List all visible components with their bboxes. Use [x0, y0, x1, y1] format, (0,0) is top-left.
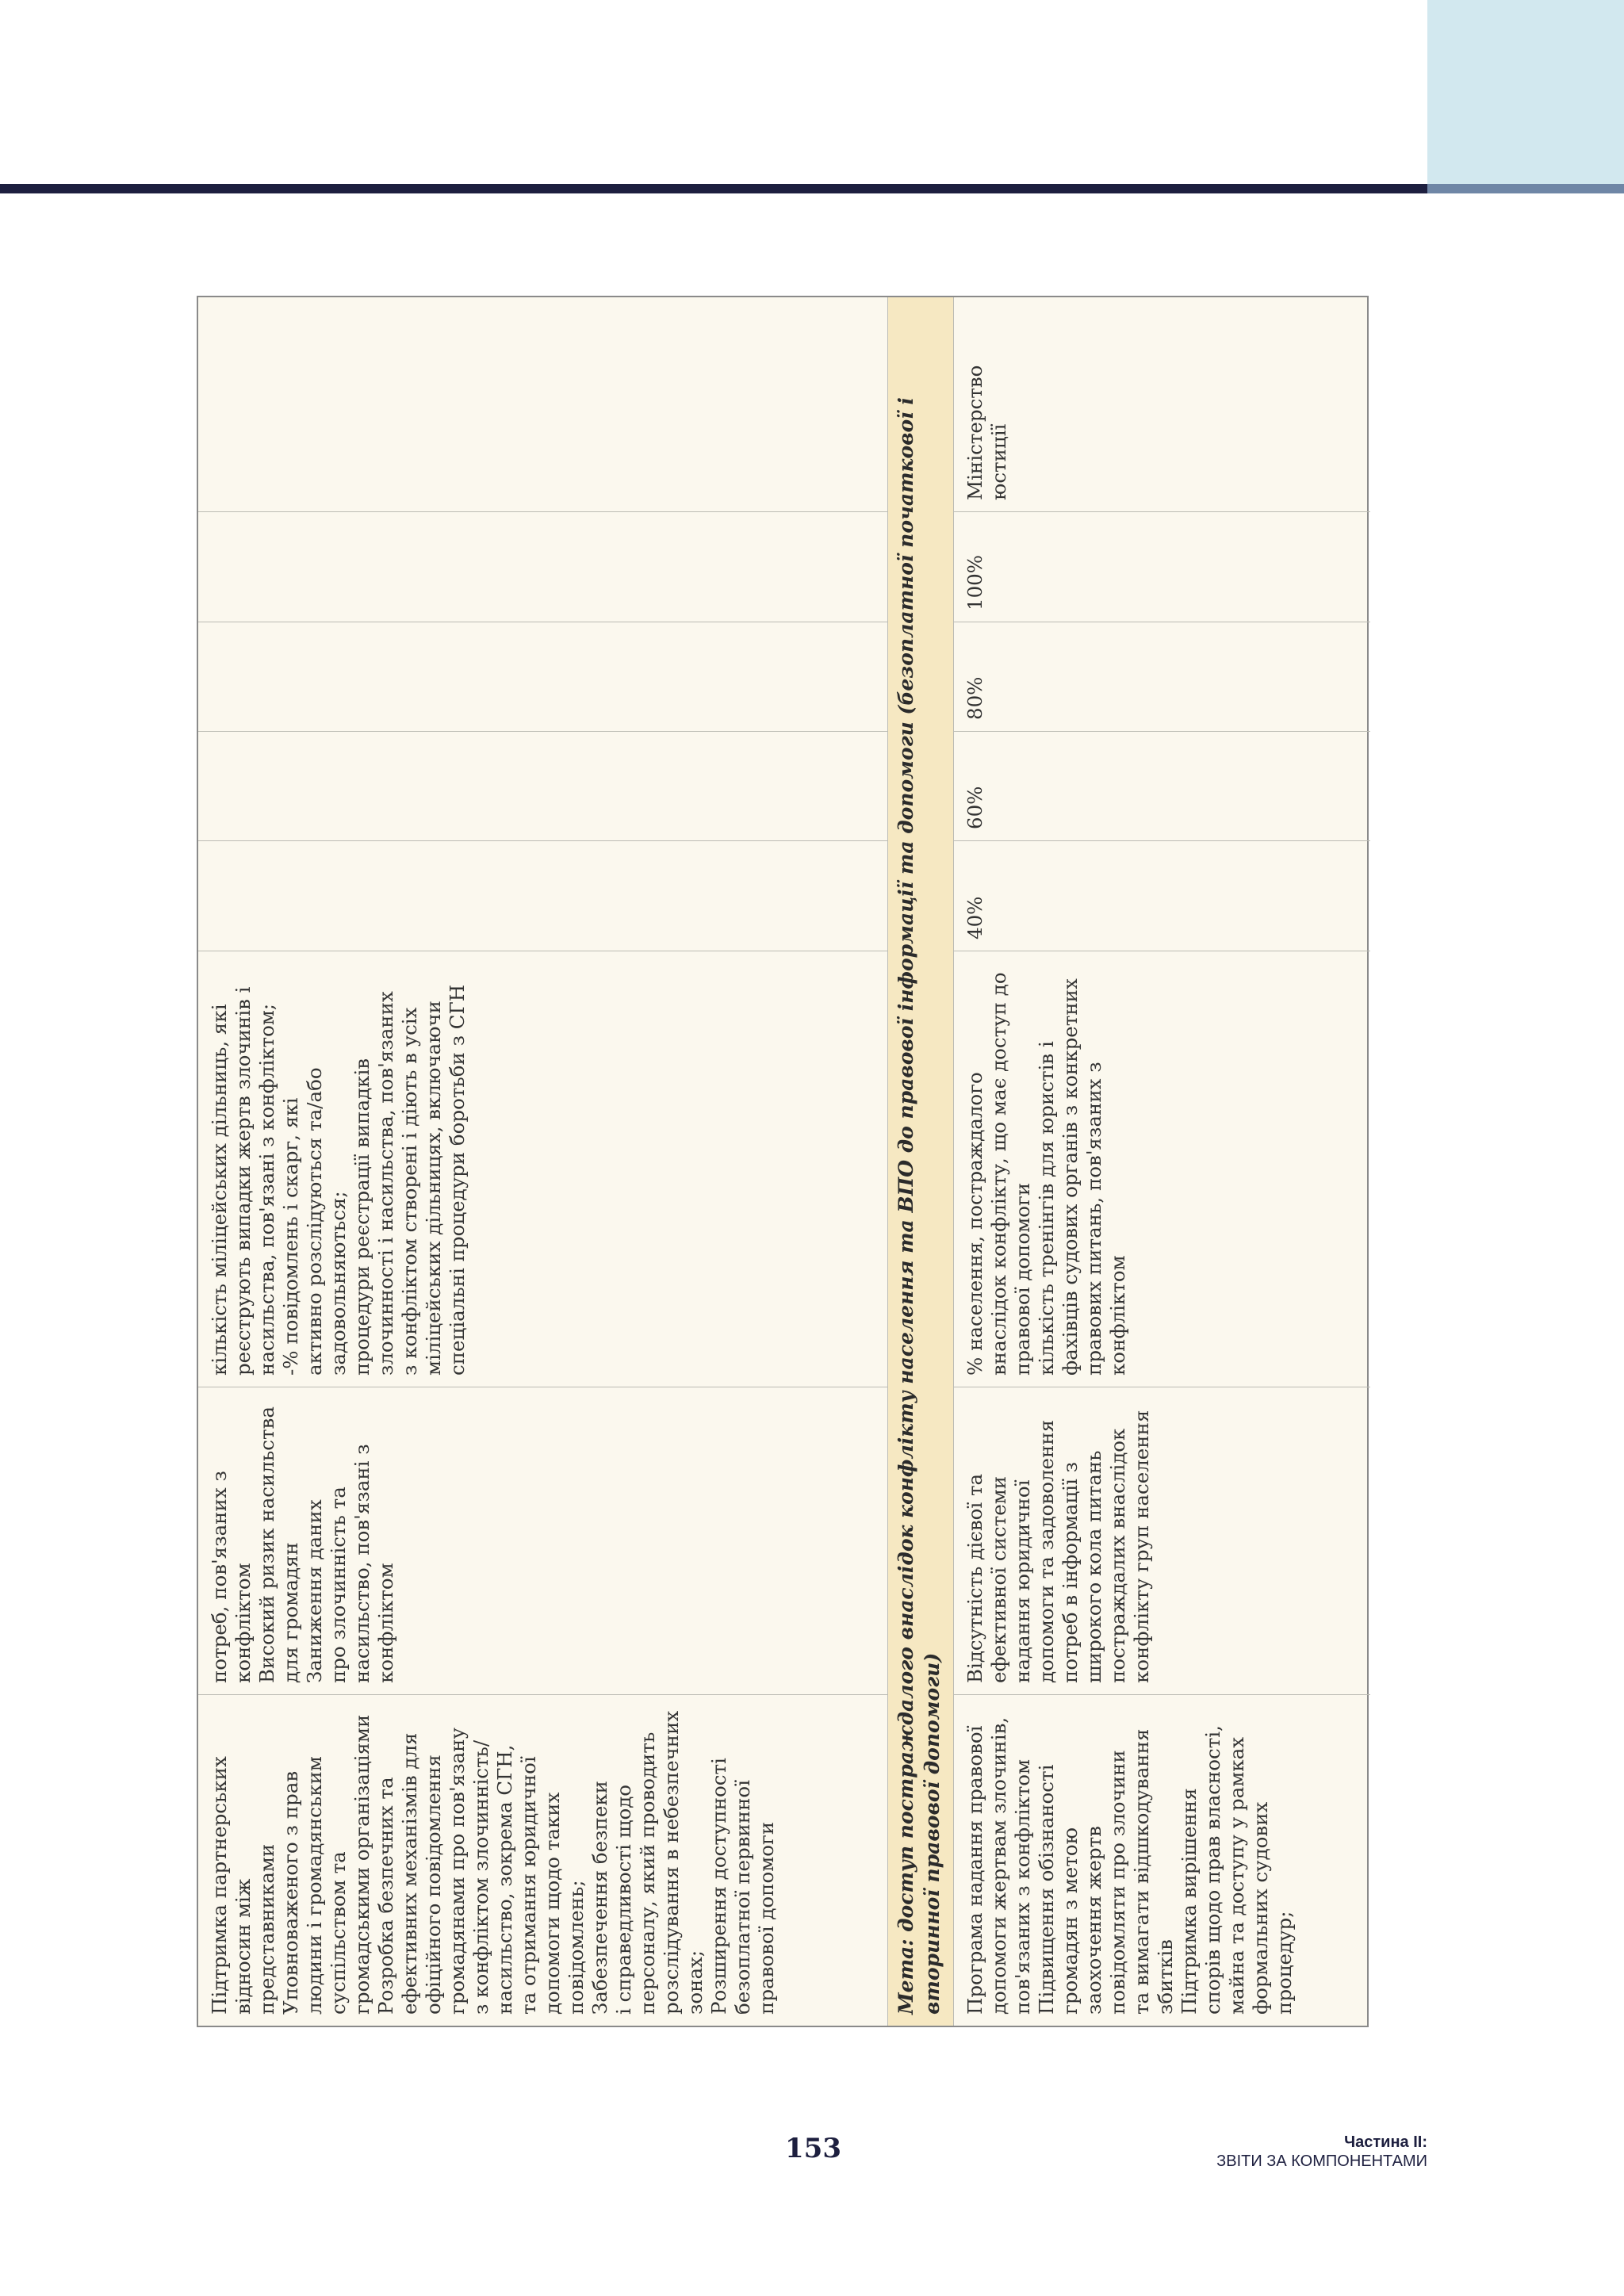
- cell-text-line: Розробка безпечних та: [374, 1777, 397, 2015]
- cell-text-line: насильство, зокрема СГН,: [493, 1744, 516, 2015]
- cell-text-line: Програма надання правової: [963, 1725, 986, 2015]
- cell-text-line: Уповноваженого з прав: [279, 1770, 302, 2015]
- cell-text-line: 40%: [963, 896, 986, 939]
- footer-section-label: [1216, 2133, 1427, 2171]
- cell-text-line: Відсутність дієвої та: [963, 1473, 986, 1683]
- cell-text-line: ефективних механізмів для: [398, 1732, 421, 2015]
- cell-text-line: з конфліктом створені і діють в усіх: [398, 1007, 421, 1376]
- table-cell-activities: [954, 1694, 1370, 2026]
- cell-text-line: громадськими організаціями: [350, 1714, 373, 2015]
- table-row: [198, 297, 888, 2026]
- cell-text-line: про злочинність та: [327, 1487, 350, 1683]
- cell-text-line: допомоги щодо таких: [541, 1792, 564, 2015]
- page-number: 153: [785, 2133, 841, 2164]
- header-rule: [0, 184, 1427, 193]
- cell-text-line: персоналу, який проводить: [636, 1732, 659, 2015]
- table-cell-target-1: [954, 840, 1370, 951]
- cell-text-line: та отримання юридичної: [517, 1756, 540, 2015]
- cell-text-line: суспільством та: [327, 1851, 350, 2015]
- cell-text-line: безоплатної первинної: [731, 1780, 754, 2015]
- cell-text-line: процедур;: [1273, 1911, 1296, 2015]
- cell-text-line: конфліктом: [374, 1563, 397, 1683]
- cell-text-line: постраждалих внаслідок: [1106, 1428, 1129, 1683]
- cell-text-line: Заниження даних: [303, 1499, 326, 1683]
- cell-text-line: збитків: [1154, 1939, 1177, 2015]
- cell-text-line: задовольняються;: [327, 1191, 350, 1376]
- cell-text-line: допомоги жертвам злочинів,: [987, 1716, 1010, 2015]
- cell-text-line: активно розслідуються та/або: [303, 1067, 326, 1376]
- cell-text-line: -% повідомлень і скарг, які: [279, 1097, 302, 1376]
- table-cell-indicators: [198, 951, 887, 1387]
- table-cell-target-4: [954, 511, 1370, 622]
- cell-text-line: кількість міліцейських дільниць, які: [208, 1004, 231, 1376]
- cell-text-line: потреб, пов'язаних з: [208, 1471, 231, 1683]
- cell-text-line: 100%: [963, 554, 986, 610]
- table-cell-target-1: [198, 840, 887, 951]
- cell-text-line: процедури реєстрації випадків: [350, 1058, 373, 1376]
- cell-text-line: спеціальні процедури боротьби з СГН: [446, 984, 469, 1376]
- cell-text-line: реєструють випадки жертв злочинів і: [232, 986, 255, 1376]
- table-cell-target-4: [198, 511, 887, 622]
- cell-text-line: людини і громадянським: [303, 1756, 326, 2015]
- table-cell-target-3: [198, 622, 887, 731]
- corner-accent-block: [1427, 0, 1624, 184]
- goal-row: [888, 297, 954, 2026]
- table-cell-responsible: [954, 294, 1370, 511]
- table-cell-indicators: [954, 951, 1370, 1387]
- cell-text-line: допомоги та задоволення: [1035, 1419, 1058, 1683]
- cell-text-line: майна та доступу у рамках: [1225, 1736, 1248, 2015]
- cell-text-line: відносин між: [232, 1878, 255, 2015]
- cell-text-line: Розширення доступності: [707, 1758, 730, 2015]
- table-cell-target-2: [954, 731, 1370, 840]
- cell-text-line: і справедливості щодо: [612, 1784, 635, 2015]
- cell-text-line: для громадян: [279, 1542, 302, 1683]
- cell-text-line: правових питань, пов'язаних з: [1082, 1062, 1105, 1376]
- cell-text-line: насильства, пов'язані з конфліктом;: [255, 1003, 278, 1376]
- cell-text-line: міліцейських дільницях, включаючи: [422, 1001, 445, 1376]
- cell-text-line: злочинності і насильства, пов'язаних: [374, 991, 397, 1376]
- cell-text-line: з конфліктом злочинність/: [469, 1739, 492, 2015]
- cell-text-line: Підвищення обізнаності: [1035, 1764, 1058, 2015]
- cell-text-line: заохочення жертв: [1082, 1826, 1105, 2015]
- cell-text-line: повідомлень;: [565, 1880, 588, 2015]
- footer-part-title: ЗВІТИ ЗА КОМПОНЕНТАМИ: [1216, 2152, 1427, 2170]
- cell-text-line: фахівців судових органів з конкретних: [1059, 978, 1082, 1376]
- cell-text-line: 80%: [963, 676, 986, 720]
- cell-text-line: та вимагати відшкодування: [1130, 1728, 1153, 2015]
- cell-text-line: спорів щодо прав власності,: [1201, 1725, 1224, 2015]
- table-cell-risks: [198, 1387, 887, 1694]
- cell-text-line: надання юридичної: [1011, 1479, 1034, 1683]
- cell-text-line: потреб в інформації з: [1059, 1462, 1082, 1683]
- cell-text-line: насильство, пов'язані з: [350, 1444, 373, 1683]
- cell-text-line: ефективної системи: [987, 1475, 1010, 1683]
- cell-text-line: Високий ризик насильства: [255, 1406, 278, 1683]
- cell-text-line: конфлікту груп населення: [1130, 1410, 1153, 1683]
- footer-part-label: Частина II:: [1344, 2133, 1427, 2151]
- table-cell-target-3: [954, 622, 1370, 731]
- cell-text-line: громадян з метою: [1059, 1827, 1082, 2015]
- cell-text-line: конфліктом: [232, 1563, 255, 1683]
- cell-text-line: Забезпечення безпеки: [588, 1781, 611, 2015]
- cell-text-line: % населення, постраждалого: [963, 1072, 986, 1376]
- cell-text-line: внаслідок конфлікту, що має доступ до: [987, 972, 1010, 1376]
- rotated-table: [197, 296, 1369, 2027]
- cell-text-line: офіційного повідомлення: [422, 1755, 445, 2015]
- cell-text-line: повідомляти про злочини: [1106, 1750, 1129, 2015]
- cell-text-line: Міністерство: [963, 365, 986, 500]
- table-cell-risks: [954, 1387, 1370, 1694]
- cell-text-line: формальних судових: [1249, 1801, 1272, 2015]
- goal-text: Мета: доступ постраждалого внаслідок конфлікту населення та ВПО до правової інформації та допомоги (безоплатної початкової і вторинної правової допомоги): [894, 397, 944, 2015]
- cell-text-line: громадянами про пов'язану: [446, 1728, 469, 2015]
- cell-text-line: конфліктом: [1106, 1255, 1129, 1376]
- cell-text-line: правової допомоги: [755, 1821, 778, 2015]
- cell-text-line: зонах;: [684, 1950, 707, 2015]
- cell-text-line: широкого кола питань: [1082, 1450, 1105, 1683]
- cell-text-line: розслідування в небезпечних: [660, 1710, 683, 2015]
- cell-text-line: Підтримка вирішення: [1178, 1788, 1201, 2015]
- cell-text-line: кількість тренінгів для юристів і: [1035, 1041, 1058, 1376]
- cell-text-line: Підтримка партнерських: [208, 1756, 231, 2015]
- cell-text-line: правової допомоги: [1011, 1182, 1034, 1376]
- cell-text-line: представниками: [255, 1843, 278, 2015]
- table-cell-responsible: [198, 294, 887, 511]
- table-cell-activities: [198, 1694, 887, 2026]
- cell-text-line: юстиції: [987, 423, 1010, 500]
- header-rule-accent: [1427, 184, 1624, 193]
- table-cell-target-2: [198, 731, 887, 840]
- cell-text-line: 60%: [963, 786, 986, 829]
- cell-text-line: пов'язаних з конфліктом: [1011, 1758, 1034, 2015]
- table-row: [954, 297, 1370, 2026]
